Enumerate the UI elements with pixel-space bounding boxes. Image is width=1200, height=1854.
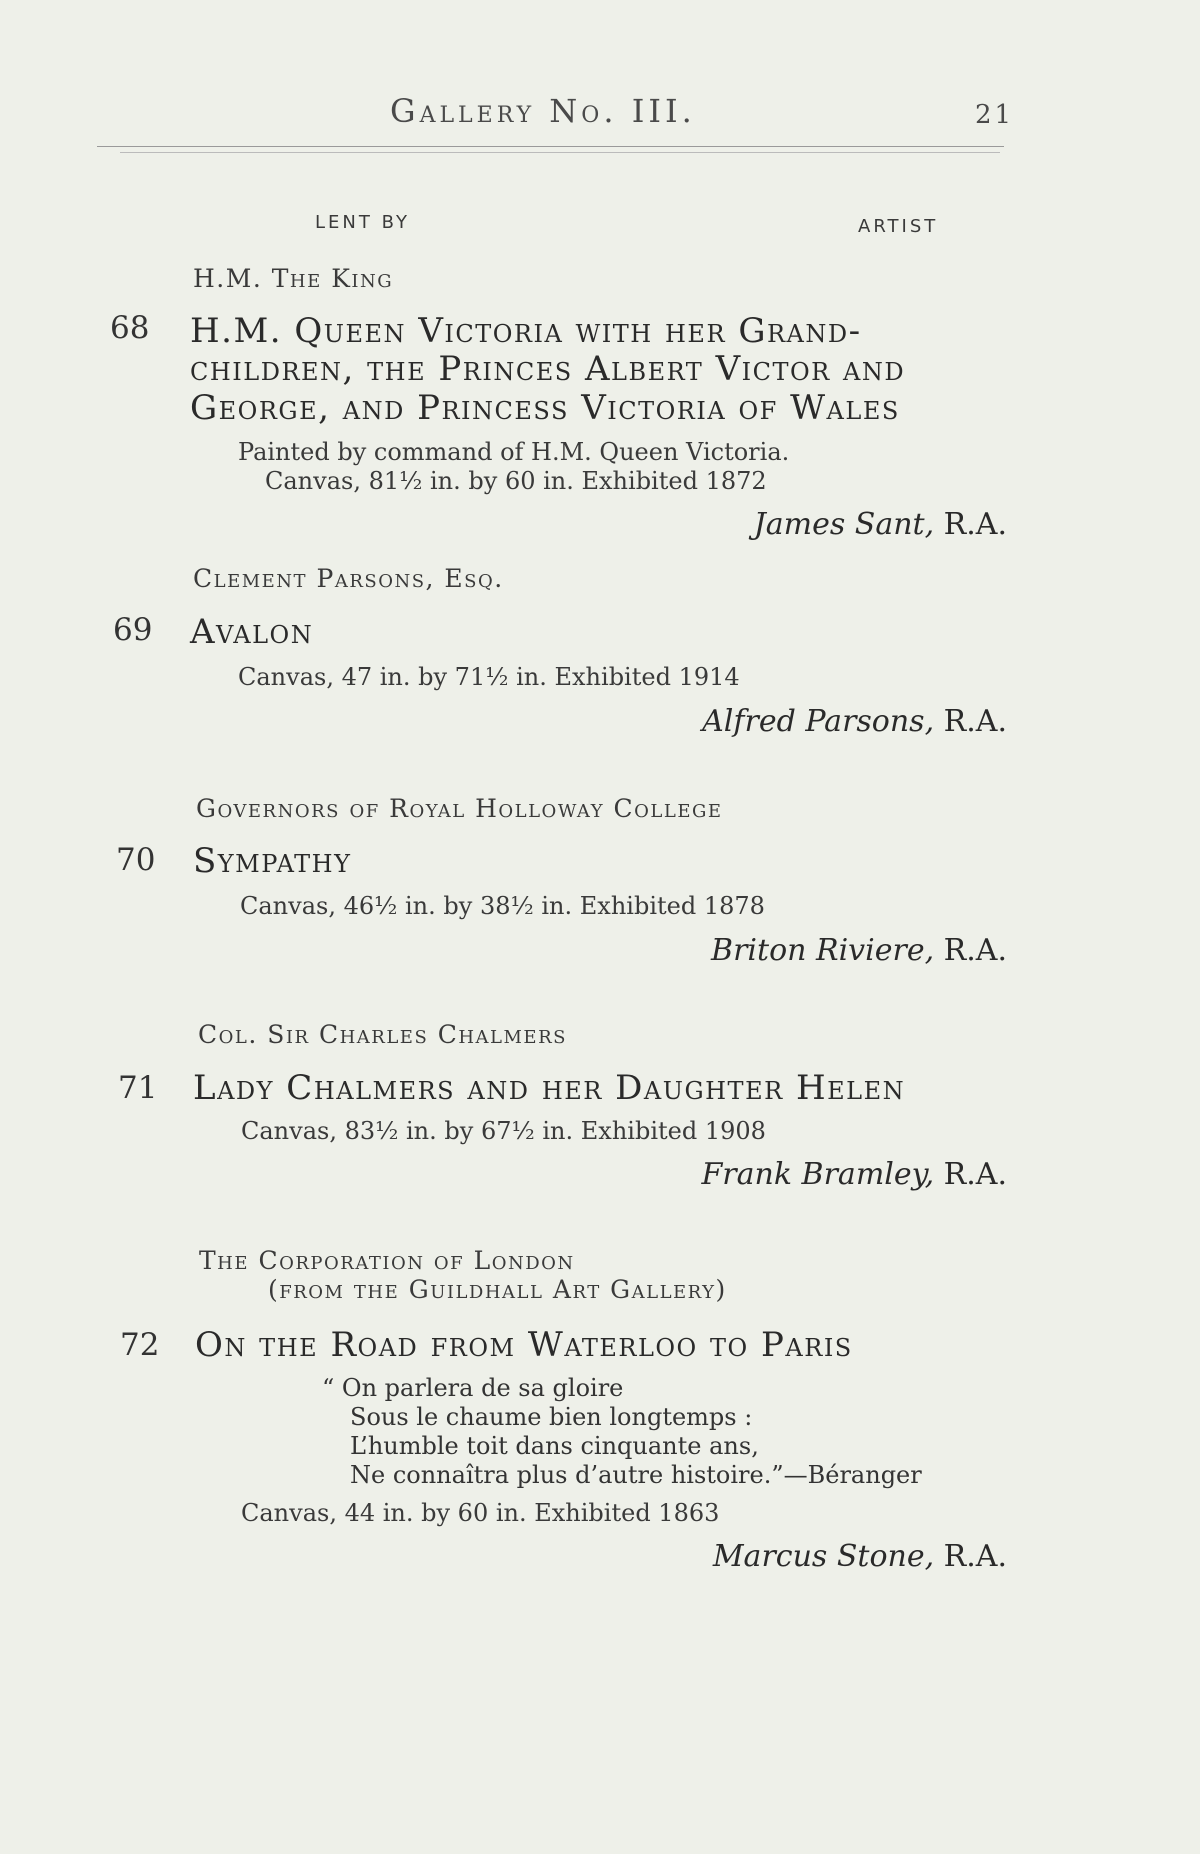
entry-title-line: children, the Princes Albert Victor and bbox=[190, 349, 906, 389]
lender: Col. Sir Charles Chalmers bbox=[198, 1020, 567, 1049]
entry-detail: Canvas, 44 in. by 60 in. Exhibited 1863 bbox=[241, 1499, 720, 1527]
page-number: 21 bbox=[975, 100, 1015, 130]
artist-suffix: R.A. bbox=[934, 1157, 1007, 1192]
quote-line: Sous le chaume bien longtemps : bbox=[350, 1403, 753, 1431]
artist-heading: ARTIST bbox=[858, 216, 939, 237]
artist-name: Frank Bramley, bbox=[701, 1157, 935, 1192]
artist-suffix: R.A. bbox=[934, 507, 1007, 542]
lender-subline: (from the Guildhall Art Gallery) bbox=[268, 1275, 727, 1304]
gallery-title: Gallery No. III. bbox=[390, 92, 696, 130]
quote-line: Ne connaîtra plus d’autre histoire.”—Béranger bbox=[350, 1461, 922, 1489]
artist-credit bbox=[711, 933, 1007, 968]
artist-name: James Sant, bbox=[753, 507, 935, 542]
entry-detail: Canvas, 46½ in. by 38½ in. Exhibited 1878 bbox=[240, 892, 765, 920]
artist-credit bbox=[701, 1157, 1007, 1192]
entry-number: 71 bbox=[118, 1070, 158, 1106]
artist-name: Marcus Stone, bbox=[712, 1539, 935, 1574]
entry-detail: Canvas, 47 in. by 71½ in. Exhibited 1914 bbox=[238, 663, 740, 691]
header-rule-secondary bbox=[120, 152, 1000, 153]
lender: The Corporation of London bbox=[199, 1246, 575, 1275]
quote-line: “ On parlera de sa gloire bbox=[322, 1374, 624, 1402]
lender: Clement Parsons, Esq. bbox=[193, 564, 504, 593]
entry-title-line: George, and Princess Victoria of Wales bbox=[190, 388, 900, 428]
entry-title-line: On the Road from Waterloo to Paris bbox=[195, 1325, 853, 1365]
lender: Governors of Royal Holloway College bbox=[196, 794, 723, 823]
entry-detail: Painted by command of H.M. Queen Victoria. bbox=[238, 438, 790, 466]
artist-credit bbox=[702, 704, 1007, 739]
entry-title-line: Sympathy bbox=[193, 841, 352, 881]
entry-title-line: Lady Chalmers and her Daughter Helen bbox=[193, 1068, 906, 1108]
header-rule bbox=[97, 146, 1004, 147]
entry-detail: Canvas, 81½ in. by 60 in. Exhibited 1872 bbox=[265, 467, 767, 495]
artist-suffix: R.A. bbox=[934, 1539, 1007, 1574]
entry-number: 68 bbox=[110, 310, 150, 346]
entry-title-line: H.M. Queen Victoria with her Grand- bbox=[190, 311, 862, 351]
entry-number: 69 bbox=[113, 612, 153, 648]
artist-credit bbox=[713, 1539, 1007, 1574]
artist-suffix: R.A. bbox=[934, 933, 1007, 968]
artist-name: Alfred Parsons, bbox=[702, 704, 935, 739]
artist-suffix: R.A. bbox=[934, 704, 1007, 739]
entry-detail: Canvas, 83½ in. by 67½ in. Exhibited 1908 bbox=[241, 1117, 766, 1145]
lent-by-heading: LENT BY bbox=[315, 212, 410, 233]
artist-name: Briton Riviere, bbox=[711, 933, 935, 968]
entry-number: 70 bbox=[116, 842, 156, 878]
quote-line: L’humble toit dans cinquante ans, bbox=[350, 1432, 759, 1460]
lender: H.M. The King bbox=[193, 264, 394, 293]
entry-number: 72 bbox=[120, 1327, 160, 1363]
artist-credit bbox=[754, 507, 1007, 542]
entry-title-line: Avalon bbox=[190, 612, 314, 652]
